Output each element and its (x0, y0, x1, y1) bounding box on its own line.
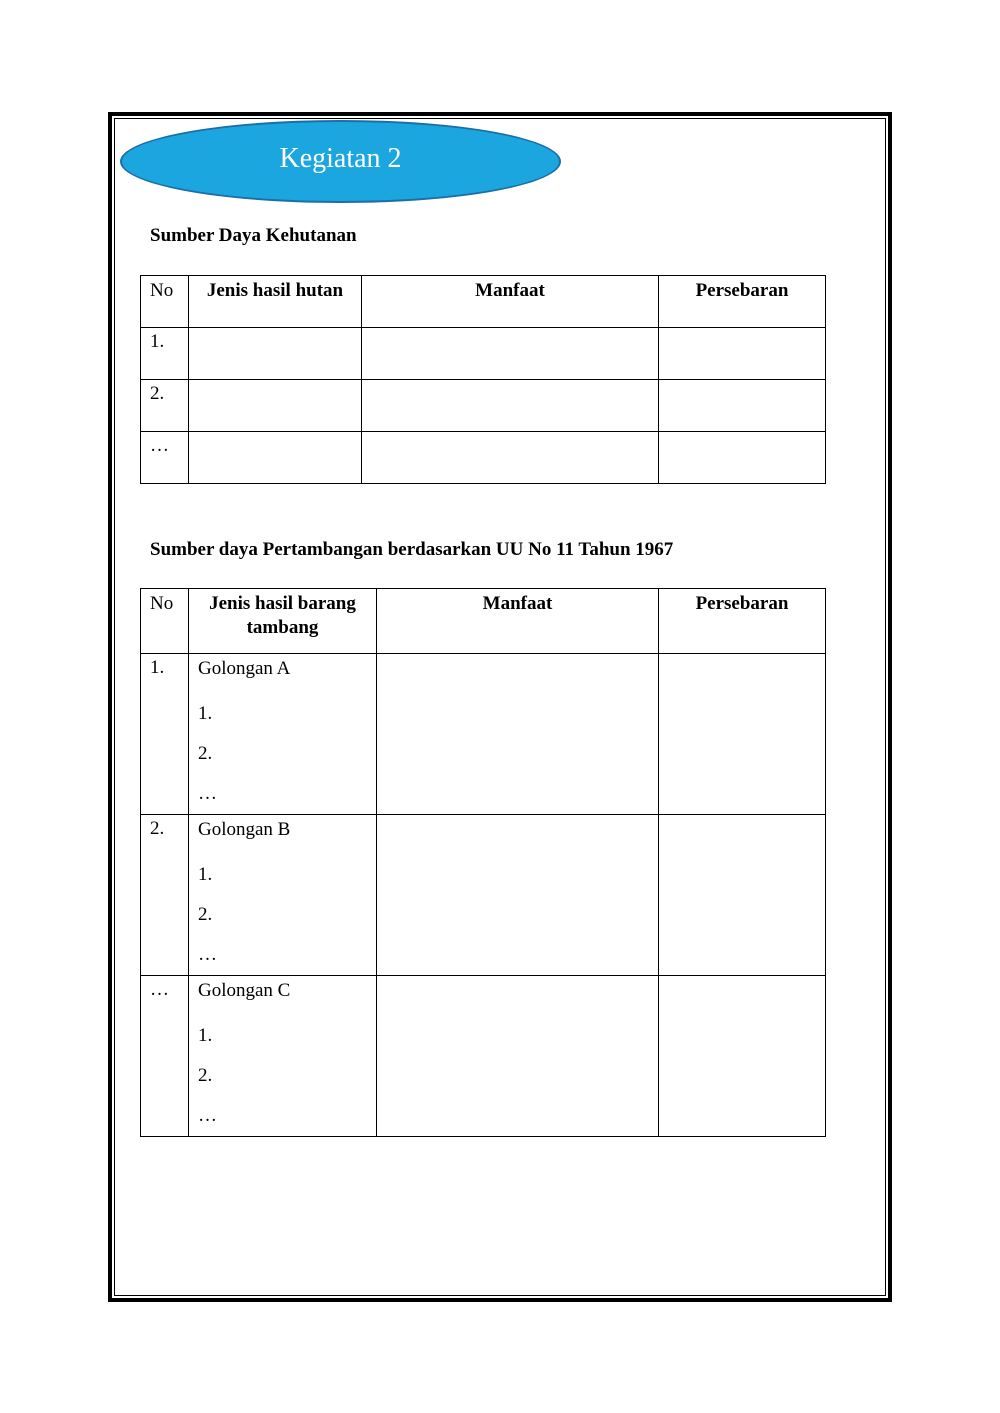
persebaran-answer-cell[interactable] (659, 328, 826, 380)
header-jenis: Jenis hasil hutan (189, 276, 362, 328)
manfaat-answer-cell[interactable] (362, 380, 659, 432)
manfaat-answer-cell[interactable] (377, 815, 659, 976)
persebaran-answer-cell[interactable] (659, 380, 826, 432)
persebaran-answer-cell[interactable] (659, 815, 826, 976)
header-persebaran: Persebaran (659, 589, 826, 654)
header-no: No (141, 589, 189, 654)
mineral-group-cell[interactable] (189, 976, 377, 1137)
row-number: 2. (141, 380, 189, 432)
jenis-answer-cell[interactable] (189, 380, 362, 432)
mineral-group-cell[interactable] (189, 654, 377, 815)
list-item: 1. (198, 1025, 213, 1046)
list-item: 2. (198, 904, 213, 925)
mineral-group-cell[interactable] (189, 815, 377, 976)
list-item: … (198, 783, 217, 804)
row-number: 1. (141, 654, 189, 815)
table-row (141, 654, 826, 815)
header-persebaran: Persebaran (659, 276, 826, 328)
header-no: No (141, 276, 189, 328)
manfaat-answer-cell[interactable] (377, 976, 659, 1137)
table-row (141, 328, 826, 380)
table-row (141, 976, 826, 1137)
mining-heading: Sumber daya Pertambangan berdasarkan UU No 11 Tahun 1967 (150, 539, 674, 560)
manfaat-answer-cell[interactable] (377, 654, 659, 815)
group-label: Golongan C (198, 980, 291, 1001)
list-item: 1. (198, 703, 213, 724)
table-header-row (141, 276, 826, 328)
header-jenis: Jenis hasil barang tambang (189, 589, 377, 654)
table-row (141, 380, 826, 432)
list-item: … (198, 1105, 217, 1126)
table-row (141, 815, 826, 976)
row-number: 2. (141, 815, 189, 976)
manfaat-answer-cell[interactable] (362, 432, 659, 484)
jenis-answer-cell[interactable] (189, 328, 362, 380)
list-item: … (198, 944, 217, 965)
manfaat-answer-cell[interactable] (362, 328, 659, 380)
list-item: 1. (198, 864, 213, 885)
activity-title: Kegiatan 2 (279, 142, 402, 174)
row-number: 1. (141, 328, 189, 380)
activity-title-badge (120, 120, 561, 203)
jenis-answer-cell[interactable] (189, 432, 362, 484)
row-number: … (141, 432, 189, 484)
persebaran-answer-cell[interactable] (659, 654, 826, 815)
persebaran-answer-cell[interactable] (659, 432, 826, 484)
table-header-row (141, 589, 826, 654)
header-manfaat: Manfaat (377, 589, 659, 654)
list-item: 2. (198, 1065, 213, 1086)
forestry-heading: Sumber Daya Kehutanan (150, 225, 357, 246)
group-label: Golongan B (198, 819, 291, 840)
persebaran-answer-cell[interactable] (659, 976, 826, 1137)
mining-table (140, 588, 826, 1137)
group-label: Golongan A (198, 658, 291, 679)
forestry-table (140, 275, 826, 484)
row-number: … (141, 976, 189, 1137)
header-manfaat: Manfaat (362, 276, 659, 328)
table-row (141, 432, 826, 484)
list-item: 2. (198, 743, 213, 764)
